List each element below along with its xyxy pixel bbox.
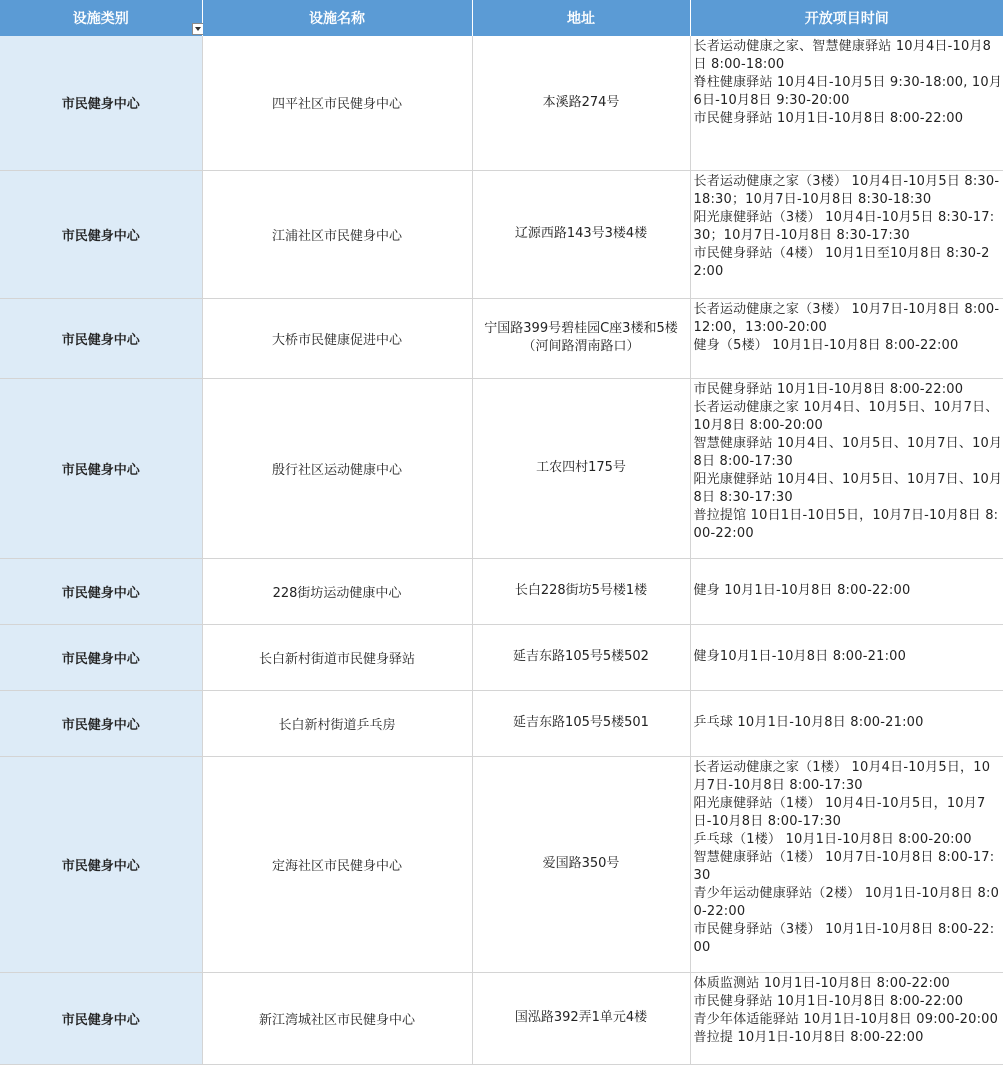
category-cell: 市民健身中心 [0,756,202,972]
name-cell: 长白新村街道市民健身驿站 [202,624,472,690]
category-cell: 市民健身中心 [0,972,202,1064]
hours-cell: 市民健身驿站 10月1日-10月8日 8:00-22:00 长者运动健康之家 10月4日、10月5日、10月7日、10月8日 8:00-20:00 智慧健康驿站 10月4日、10月5日、10月7日、10月8日 8:00-17:30 阳光康健驿站 10月4日、10月5日、10月7日、10月8日 8:30-17:30 普拉提馆 10日1日-10日5日，10月7日-10月8日 8:00-22:00 [690,378,1003,558]
category-cell: 市民健身中心 [0,558,202,624]
header-row [0,0,1003,36]
table-row [0,624,1003,690]
address-cell: 本溪路274号 [472,36,690,170]
table-row [0,756,1003,972]
name-cell: 长白新村街道乒乓房 [202,690,472,756]
hours-cell: 长者运动健康之家（1楼） 10月4日-10月5日，10月7日-10月8日 8:00-17:30 阳光康健驿站（1楼） 10月4日-10月5日，10月7日-10月8日 8:00-17:30 乒乓球（1楼） 10月1日-10月8日 8:00-20:00 智慧健康驿站（1楼） 10月7日-10月8日 8:00-17:30 青少年运动健康驿站（2楼） 10月1日-10月8日 8:00-22:00 市民健身驿站（3楼） 10月1日-10月8日 8:00-22:00 [690,756,1003,972]
table-row [0,36,1003,170]
name-cell: 228街坊运动健康中心 [202,558,472,624]
hours-cell: 长者运动健康之家（3楼） 10月4日-10月5日 8:30-18:30；10月7日-10月8日 8:30-18:30 阳光康健驿站（3楼） 10月4日-10月5日 8:30-17:30；10月7日-10月8日 8:30-17:30 市民健身驿站（4楼） 10月1日至10月8日 8:30-22:00 [690,170,1003,298]
address-cell: 宁国路399号碧桂园C座3楼和5楼（河间路渭南路口） [472,298,690,378]
name-cell: 定海社区市民健身中心 [202,756,472,972]
address-cell: 国泓路392弄1单元4楼 [472,972,690,1064]
name-cell: 大桥市民健康促进中心 [202,298,472,378]
table-row [0,558,1003,624]
category-cell: 市民健身中心 [0,298,202,378]
header-category-label: 设施类别 [72,11,129,27]
name-cell: 四平社区市民健身中心 [202,36,472,170]
address-cell: 长白228街坊5号楼1楼 [472,558,690,624]
header-hours: 开放项目时间 [690,0,1003,36]
address-cell: 辽源西路143号3楼4楼 [472,170,690,298]
address-cell: 延吉东路105号5楼501 [472,690,690,756]
category-cell: 市民健身中心 [0,36,202,170]
category-cell: 市民健身中心 [0,624,202,690]
table-row [0,972,1003,1064]
header-name: 设施名称 [202,0,472,36]
address-cell: 爱国路350号 [472,756,690,972]
category-cell: 市民健身中心 [0,170,202,298]
hours-cell: 乒乓球 10月1日-10月8日 8:00-21:00 [690,690,1003,756]
hours-cell: 健身 10月1日-10月8日 8:00-22:00 [690,558,1003,624]
category-cell: 市民健身中心 [0,378,202,558]
header-address: 地址 [472,0,690,36]
address-cell: 工农四村175号 [472,378,690,558]
hours-cell: 体质监测站 10月1日-10月8日 8:00-22:00 市民健身驿站 10月1日-10月8日 8:00-22:00 青少年体适能驿站 10月1日-10月8日 09:00-20:00 普拉提 10月1日-10月8日 8:00-22:00 [690,972,1003,1064]
header-category [0,0,202,36]
hours-cell: 健身10月1日-10月8日 8:00-21:00 [690,624,1003,690]
category-cell: 市民健身中心 [0,690,202,756]
table-row [0,690,1003,756]
name-cell: 殷行社区运动健康中心 [202,378,472,558]
hours-cell: 长者运动健康之家、智慧健康驿站 10月4日-10月8日 8:00-18:00 脊柱健康驿站 10月4日-10月5日 9:30-18:00, 10月6日-10月8日 9:30-20:00 市民健身驿站 10月1日-10月8日 8:00-22:00 [690,36,1003,170]
hours-cell: 长者运动健康之家（3楼） 10月7日-10月8日 8:00-12:00，13:00-20:00 健身（5楼） 10月1日-10月8日 8:00-22:00 [690,298,1003,378]
name-cell: 新江湾城社区市民健身中心 [202,972,472,1064]
table-row [0,378,1003,558]
table-row [0,298,1003,378]
table-row [0,170,1003,298]
address-cell: 延吉东路105号5楼502 [472,624,690,690]
name-cell: 江浦社区市民健身中心 [202,170,472,298]
